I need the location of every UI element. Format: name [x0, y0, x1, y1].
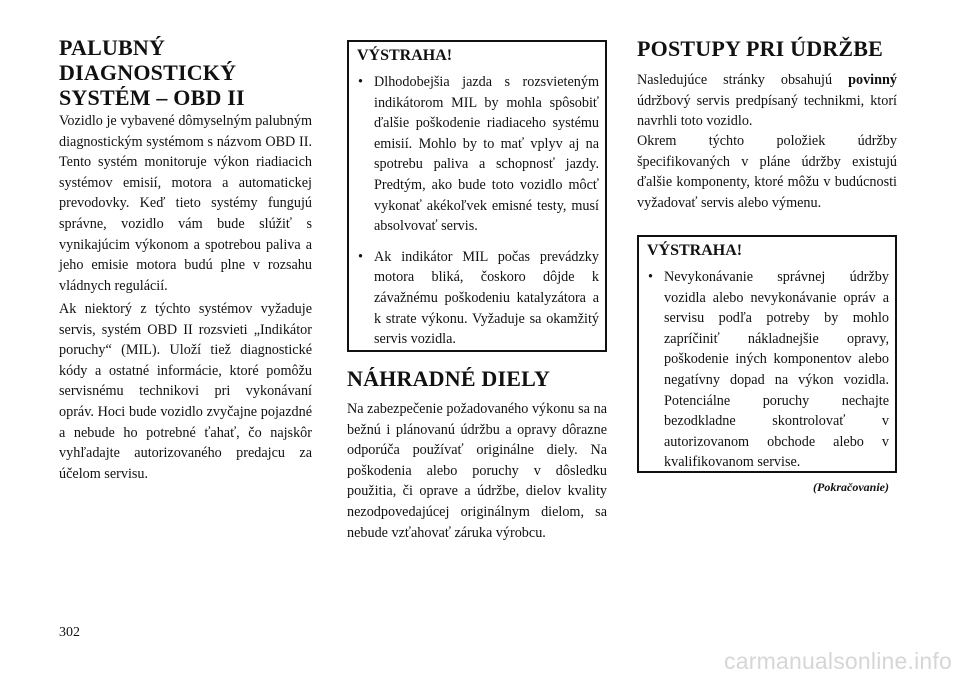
maintenance-intro-text: Nasledujúce stránky obsahujú — [637, 72, 849, 88]
maintenance-intro-text-end: údržbový servis predpísaný technikmi, ktorí navrhli toto vozidlo. — [637, 92, 897, 130]
obd-intro-paragraph: Vozidlo je vybavené dômyselným palubným diagnostickým systémom s názvom OBD II. Tento systém monitoruje výkon riadiacich systémov emisií, motora a automatickej prevodovky. Keď tieto systémy fungujú správne, vozidlo vám bude slúžiť s vynikajúcim výkonom a spotrebou paliva a jeho emisie motora budú plne v rozsahu vládnych regulácií. — [59, 113, 312, 294]
page-number: 302 — [59, 625, 80, 640]
replacement-parts-paragraph: Na zabezpečenie požadovaného výkonu sa na bežnú i plánovanú údržbu a opravy dôrazne odporúča používať originálne diely. Na poškodenia alebo poruchy v dôsledku použitia, či oprave a údržbe, dielov kvality nezodpovedajúcej originálnym dielom, sa nebude vzťahovať záruka výrobcu. — [347, 401, 607, 541]
warning-item: • Nevykonávanie správnej údržby vozidla alebo nevykonávanie opráv a servisu podľa potreby by mohlo zapríčiniť nákladnejšie opravy, poškodenie iných komponentov alebo negatívny dopad na výkon vozidla. Potenciálne poruchy nechajte bezodkladne skontrolovať v autorizovanom obchode alebo v kvalifikovanom servise. — [647, 267, 889, 473]
warning-title: VÝSTRAHA! — [357, 47, 453, 64]
replacement-parts-title: NÁHRADNÉ DIELY — [347, 366, 551, 391]
warning-item: • Ak indikátor MIL počas prevádzky motora bliká, čoskoro dôjde k závažnému poškodeniu katalyzátora a k strate výkonu. Vyžaduje sa okamžitý servis vozidla. — [357, 247, 599, 350]
warning-title: VÝSTRAHA! — [647, 242, 743, 259]
watermark: carmanualsonline.info — [724, 648, 952, 674]
mil-warning-box — [347, 40, 607, 352]
continued-label: (Pokračovanie) — [813, 480, 889, 494]
warning-list — [647, 267, 889, 473]
obd-mil-paragraph: Ak niektorý z týchto systémov vyžaduje servis, systém OBD II rozsvieti „Indikátor poruchy“ (MIL). Uloží tiež diagnostické kódy a ostatné informácie, ktoré pomôžu servisnému technikovi pri vykonávaní opráv. Hoci bude vozidlo zvyčajne pojazdné a nebude ho potrebné ťahať, čo najskôr vyhľadajte autorizovaného predajcu za účelom servisu. — [59, 301, 312, 482]
maintenance-warning-box — [637, 235, 897, 473]
maintenance-components-paragraph: Okrem týchto položiek údržby špecifikovaných v pláne údržby existujú ďalšie komponenty, ktoré môžu v budúcnosti vyžadovať servis alebo výmenu. — [637, 133, 897, 211]
obd-section-title: PALUBNÝ DIAGNOSTICKÝ SYSTÉM – OBD II — [59, 35, 245, 110]
warning-list — [357, 72, 599, 350]
maintenance-intro-paragraph — [637, 70, 897, 132]
maintenance-procedures-title: POSTUPY PRI ÚDRŽBE — [637, 36, 884, 61]
mandatory-emphasis: povinný — [848, 72, 897, 88]
warning-item: • Dlhodobejšia jazda s rozsvieteným indikátorom MIL by mohla spôsobiť ďalšie poškodenie riadiaceho systému emisií. Mohlo by to mať vplyv aj na spotrebu paliva a schopnosť jazdy. Predtým, ako bude toto vozidlo môcť vykonať akékoľvek emisné testy, musí absolvovať servis. — [357, 72, 599, 237]
